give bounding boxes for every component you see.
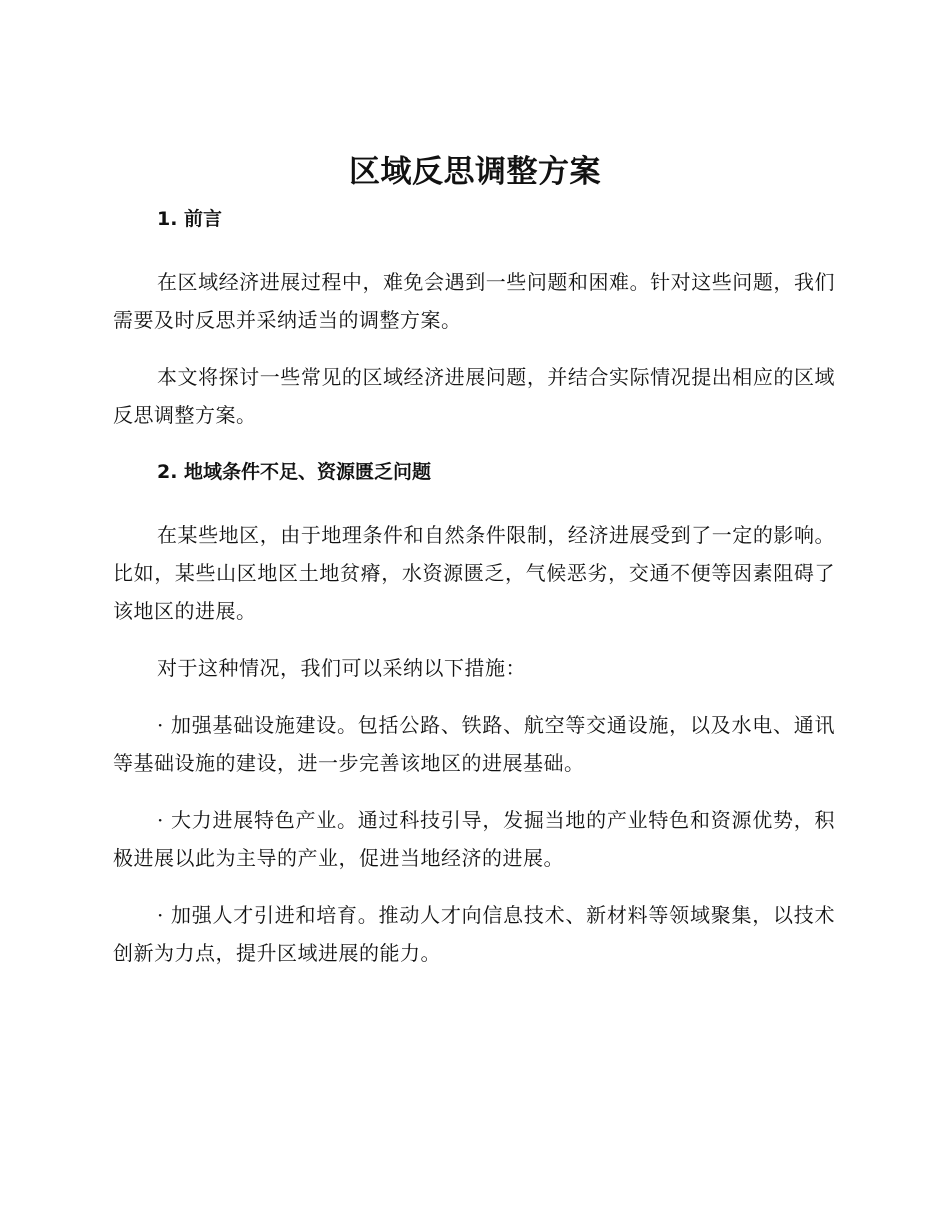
paragraph: 对于这种情况，我们可以采纳以下措施： — [157, 656, 526, 680]
section-heading-resources: 2. 地域条件不足、资源匮乏问题 — [157, 461, 432, 483]
bullet-item: · 加强人才引进和培育。推动人才向信息技术、新材料等领域聚集，以技术创新为力点，提升区域进展的能力。 — [113, 903, 835, 965]
document-body — [113, 200, 835, 991]
paragraph: 本文将探讨一些常见的区域经济进展问题，并结合实际情况提出相应的区域反思调整方案。 — [113, 365, 835, 427]
section-heading-preface: 1. 前言 — [157, 208, 223, 230]
page-title: 区域反思调整方案 — [349, 154, 601, 190]
bullet-item: · 加强基础设施建设。包括公路、铁路、航空等交通设施，以及水电、通讯等基础设施的建设，进一步完善该地区的进展基础。 — [113, 713, 835, 775]
paragraph: 在某些地区，由于地理条件和自然条件限制，经济进展受到了一定的影响。比如，某些山区地区土地贫瘠，水资源匮乏，气候恶劣，交通不便等因素阻碍了该地区的进展。 — [113, 523, 835, 623]
bullet-item: · 大力进展特色产业。通过科技引导，发掘当地的产业特色和资源优势，积极进展以此为主导的产业，促进当地经济的进展。 — [113, 808, 835, 870]
paragraph: 在区域经济进展过程中，难免会遇到一些问题和困难。针对这些问题，我们需要及时反思并采纳适当的调整方案。 — [113, 270, 835, 332]
